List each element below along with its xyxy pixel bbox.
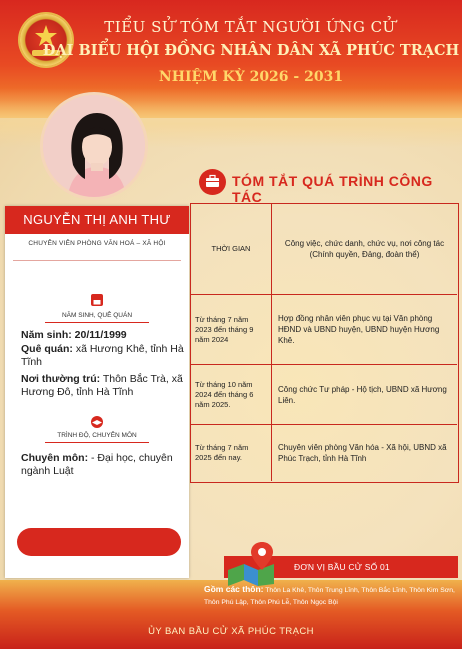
row-time: Từ tháng 7 năm 2025 đến nay.: [191, 425, 272, 481]
title-term: NHIỆM KỲ 2026 - 2031: [158, 69, 344, 85]
hometown-value: xã Hương Khê, tỉnh Hà Tĩnh: [21, 343, 184, 368]
row-work: Hợp đồng nhân viên phục vụ tại Văn phòng HĐND và UBND huyện, UBND huyện Hương Khê.: [278, 314, 440, 345]
education-icon: [91, 416, 103, 428]
major-label: Chuyên môn:: [21, 452, 89, 464]
row-work: Công chức Tư pháp - Hộ tịch, UBND xã Hương Liên.: [278, 384, 447, 405]
major-value: - Đại học, chuyên ngành Luật: [21, 452, 173, 477]
hometown-label: Quê quán:: [21, 343, 73, 355]
hometown: [21, 343, 185, 369]
candidate-card: [5, 206, 189, 578]
candidate-name: NGUYỄN THỊ ANH THƯ: [5, 206, 189, 234]
table-header-row: [191, 204, 457, 294]
district-title: ĐƠN VỊ BẦU CỬ SỐ 01: [224, 556, 458, 578]
title-line-1: TIỂU SỬ TÓM TẮT NGƯỜI ỨNG CỬ: [104, 18, 396, 36]
title-line-2: ĐẠI BIỂU HỘI ĐỒNG NHÂN DÂN XÃ PHÚC TRẠCH: [42, 42, 460, 59]
table-row: [191, 294, 457, 364]
district-villages: [204, 583, 458, 609]
work-history-table: [190, 203, 459, 483]
section-edu-title: TRÌNH ĐỘ, CHUYÊN MÔN: [57, 432, 137, 439]
divider: [13, 260, 181, 261]
major: [21, 452, 185, 478]
residence-value: Thôn Bắc Trà, xã Hương Đô, tỉnh Hà Tĩnh: [21, 373, 183, 398]
briefcase-icon: [199, 169, 226, 195]
table-row: [191, 424, 457, 481]
row-time: Từ tháng 10 năm 2024 đến tháng 6 năm 2025.: [191, 365, 272, 424]
residence: [21, 373, 185, 399]
header-work: Công việc, chức danh, chức vụ, nơi công tác (Chính quyền, Đảng, đoàn thể): [284, 239, 445, 259]
row-work: Chuyên viên phòng Văn hóa - Xã hội, UBND xã Phúc Trạch, tỉnh Hà Tĩnh: [278, 443, 447, 463]
map-pin-icon: [224, 540, 280, 586]
section-underline: [45, 442, 149, 443]
footer-committee: ỦY BAN BẦU CỬ XÃ PHÚC TRẠCH: [148, 626, 314, 637]
section-birth-title: NĂM SINH, QUÊ QUÁN: [61, 312, 133, 319]
table-row: [191, 364, 457, 424]
header-time: THỜI GIAN: [191, 204, 272, 294]
section-underline: [45, 322, 149, 323]
row-time: Từ tháng 7 năm 2023 đến tháng 9 năm 2024: [191, 295, 272, 364]
calendar-icon: [91, 294, 103, 306]
candidate-avatar: [40, 92, 148, 200]
summary-title: TÓM TẮT QUÁ TRÌNH CÔNG TÁC: [232, 173, 433, 205]
decorative-red-bar: [17, 528, 181, 556]
residence-label: Nơi thường trú:: [21, 373, 101, 385]
district-list-label: Gồm các thôn:: [204, 584, 264, 594]
portrait-icon: [43, 95, 148, 200]
district-list-value: Thôn La Khê, Thôn Trung Lĩnh, Thôn Bắc Lĩnh, Thôn Kim Sơn, Thôn Phú Lập, Thôn Phú Lễ, Thôn Ngọc Bội: [204, 587, 455, 606]
candidate-position: CHUYÊN VIÊN PHÒNG VĂN HOÁ – XÃ HỘI: [28, 240, 166, 247]
birth-date: Năm sinh: 20/11/1999: [21, 329, 127, 341]
